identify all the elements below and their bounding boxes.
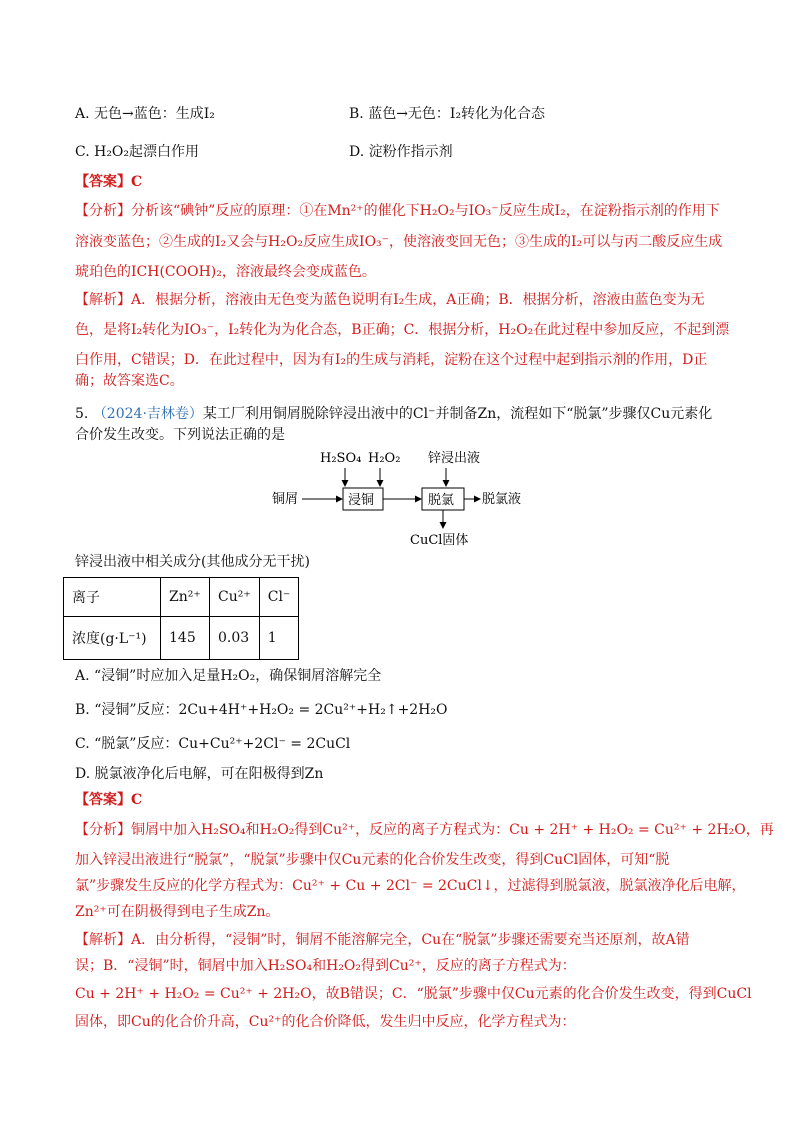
flow-solid-product: CuCl固体 [410, 533, 469, 548]
q4-explanation-line-2: 色，是将I₂转化为IO₃⁻，I₂转化为为化合态，B正确；C．根据分析，H₂O₂在此过程中参加反应，不起到漂 [75, 322, 730, 338]
q5-analysis-line-4: Zn²⁺可在阴极得到电子生成Zn。 [75, 904, 280, 920]
q5-explanation-line-4: 固体，即Cu的化合价升高，Cu²⁺的化合价降低，发生归中反应，化学方程式为： [75, 1014, 576, 1030]
q5-explanation-line-1: 【解析】A．由分析得，“浸铜”时，铜屑不能溶解完全，Cu在“脱氯”步骤还需要充当还原剂，故A错 [75, 932, 690, 948]
q4-explanation-line-4: 确；故答案选C。 [75, 373, 184, 389]
flow-reagent-h2so4: H₂SO₄ [320, 451, 362, 466]
q4-analysis-line-1: 【分析】分析该“碘钟”反应的原理：①在Mn²⁺的催化下H₂O₂与IO₃⁻反应生成I₂，在淀粉指示剂的作用下 [75, 203, 720, 219]
table-cell: 1 [259, 617, 299, 660]
q4-explanation-line-1: 【解析】A．根据分析，溶液由无色变为蓝色说明有I₂生成，A正确；B．根据分析，溶液由蓝色变为无 [75, 292, 705, 308]
flow-output: 脱氯液 [482, 492, 522, 507]
q5-option-b: B. “浸铜”反应：2Cu+4H⁺+H₂O₂ = 2Cu²⁺+H₂↑+2H₂O [75, 702, 448, 718]
q5-analysis-line-3: 氯”步骤发生反应的化学方程式为：Cu²⁺ + Cu + 2Cl⁻ = 2CuCl↓，过滤得到脱氯液，脱氯液净化后电解， [75, 878, 746, 894]
q5-explanation-line-3: Cu + 2H⁺ + H₂O₂ = Cu²⁺ + 2H₂O，故B错误；C．“脱氯”步骤中仅Cu元素的化合价发生改变，得到CuCl [75, 986, 752, 1002]
table-row [64, 578, 299, 617]
q5-analysis-line-2: 加入锌浸出液进行“脱氯”，“脱氯”步骤中仅Cu元素的化合价发生改变，得到CuCl固体，可知“脱 [75, 852, 670, 868]
q5-stem-text: 某工厂利用铜屑脱除锌浸出液中的Cl⁻并制备Zn，流程如下“脱氯”步骤仅Cu元素化 [202, 406, 713, 422]
flow-reagent-leachate: 锌浸出液 [428, 451, 481, 466]
table-cell: Zn²⁺ [161, 578, 210, 617]
q4-explanation-line-3: 白作用，C错误；D．在此过程中，因为有I₂的生成与消耗，淀粉在这个过程中起到指示剂的作用，D正 [75, 352, 708, 368]
q4-option-c: C. H₂O₂起漂白作用 [75, 144, 200, 160]
table-cell: Cl⁻ [259, 578, 299, 617]
flow-input-copper-scrap: 铜屑 [272, 492, 299, 507]
q4-analysis-line-2: 溶液变蓝色；②生成的I₂又会与H₂O₂反应生成IO₃⁻，使溶液变回无色；③生成的I₂可以与丙二酸反应生成 [75, 234, 723, 250]
q5-option-a: A. “浸铜”时应加入足量H₂O₂，确保铜屑溶解完全 [75, 668, 382, 684]
flow-reagent-h2o2: H₂O₂ [368, 451, 401, 466]
q5-stem-line-1 [75, 404, 712, 424]
q5-option-c: C. “脱氯”反应：Cu+Cu²⁺+2Cl⁻ = 2CuCl [75, 736, 351, 752]
table-cell: 145 [161, 617, 210, 660]
table-cell: 浓度(g·L⁻¹) [64, 617, 161, 660]
table-cell: 离子 [64, 578, 161, 617]
q4-option-a: A. 无色→蓝色：生成I₂ [75, 106, 215, 122]
q5-number: 5. [75, 406, 89, 422]
q4-option-d: D. 淀粉作指示剂 [349, 144, 453, 160]
q5-explanation-line-2: 误；B．“浸铜”时，铜屑中加入H₂SO₄和H₂O₂得到Cu²⁺，反应的离子方程式为： [75, 958, 576, 974]
table-row [64, 617, 299, 660]
q5-source: （2024·吉林卷） [92, 406, 203, 422]
q5-table-caption: 锌浸出液中相关成分(其他成分无干扰) [75, 554, 310, 570]
q5-flow-diagram [270, 448, 540, 550]
table-cell: Cu²⁺ [210, 578, 260, 617]
flow-step-dechlorinate: 脱氯 [428, 493, 455, 508]
q5-option-d: D. 脱氯液净化后电解，可在阳极得到Zn [75, 766, 324, 782]
q5-answer: 【答案】C [75, 792, 143, 808]
q4-answer: 【答案】C [75, 174, 143, 190]
q5-analysis-line-1: 【分析】铜屑中加入H₂SO₄和H₂O₂得到Cu²⁺，反应的离子方程式为：Cu + 2H⁺ + H₂O₂ = Cu²⁺ + 2H₂O，再 [75, 822, 774, 838]
table-cell: 0.03 [210, 617, 260, 660]
q5-ion-table [63, 577, 299, 660]
flow-step-leach: 浸铜 [348, 493, 375, 508]
q4-analysis-line-3: 琥珀色的ICH(COOH)₂，溶液最终会变成蓝色。 [75, 264, 376, 280]
q4-option-b: B. 蓝色→无色：I₂转化为化合态 [349, 106, 546, 122]
q5-stem-line-2: 合价发生改变。下列说法正确的是 [75, 427, 285, 443]
